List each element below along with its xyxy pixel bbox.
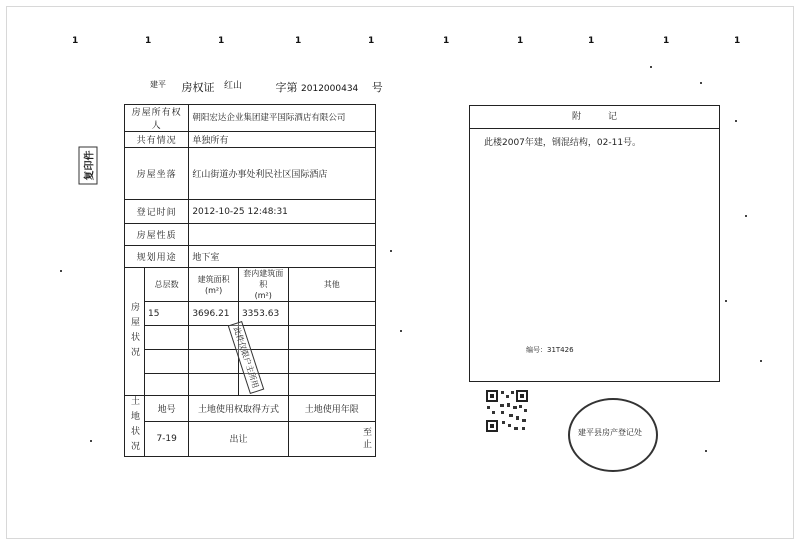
header-prefix: 建平 [150, 80, 166, 89]
reg-time-value: 2012-10-25 12:48:31 [189, 200, 376, 224]
header-number: 2012000434 [301, 84, 359, 94]
other-value [288, 302, 375, 326]
tick-mark: 1 [72, 36, 79, 46]
tick-mark: 1 [145, 36, 152, 46]
nature-label: 房屋性质 [125, 224, 189, 246]
usage-stamp: 此件仅限户主所用 [228, 321, 265, 394]
share-label: 共有情况 [125, 132, 189, 148]
owner-value: 朝阳宏达企业集团建平国际酒店有限公司 [189, 105, 376, 132]
tick-mark: 1 [663, 36, 670, 46]
tick-mark: 1 [218, 36, 225, 46]
col-other-header: 其他 [288, 268, 375, 302]
use-label: 规划用途 [125, 246, 189, 268]
property-table [124, 104, 376, 457]
scan-speck [60, 270, 62, 272]
official-seal [568, 398, 658, 472]
land-term-value: 至 止 [288, 421, 375, 456]
use-value: 地下室 [189, 246, 376, 268]
copy-stamp: 复印件 [79, 147, 98, 185]
reg-time-label: 登记时间 [125, 200, 189, 224]
land-lot-header: 地号 [145, 396, 189, 422]
tick-mark: 1 [368, 36, 375, 46]
scan-speck [760, 360, 762, 362]
scan-speck [725, 300, 727, 302]
nature-value [189, 224, 376, 246]
scan-speck [650, 66, 652, 68]
scan-speck [400, 330, 402, 332]
location-value: 红山街道办事处利民社区国际酒店 [189, 148, 376, 200]
notes-head: 附 记 [470, 106, 719, 129]
share-value: 单独所有 [189, 132, 376, 148]
notes-panel [469, 105, 720, 382]
scan-speck [90, 440, 92, 442]
land-method-header: 土地使用权取得方式 [189, 396, 288, 422]
location-label: 房屋坐落 [125, 148, 189, 200]
tick-mark: 1 [588, 36, 595, 46]
land-label: 土地状况 [125, 396, 145, 457]
owner-label: 房屋所有权人 [125, 105, 189, 132]
header-title: 房权证 [181, 81, 215, 94]
scan-speck [390, 250, 392, 252]
scan-speck [705, 450, 707, 452]
tick-mark: 1 [443, 36, 450, 46]
notes-text: 此楼2007年建，钢混结构，02-11号。 [484, 138, 642, 148]
col-floors-header: 总层数 [145, 268, 189, 302]
header-hao: 号 [371, 81, 383, 94]
col-inner-area-header: 套内建筑面积 (m²) [238, 268, 288, 302]
land-term-header: 土地使用年限 [288, 396, 375, 422]
tick-mark: 1 [295, 36, 302, 46]
header-zi: 字第 [275, 81, 298, 94]
seal-text: 建平县房产登记处 [578, 428, 642, 437]
col-area-header: 建筑面积 (m²) [189, 268, 239, 302]
land-lot-value: 7-19 [145, 421, 189, 456]
inner-area-value: 3353.63 [238, 302, 288, 326]
scan-speck [745, 215, 747, 217]
scan-speck [735, 120, 737, 122]
tick-mark: 1 [734, 36, 741, 46]
floors-value: 15 [145, 302, 189, 326]
house-status-label: 房屋状况 [125, 268, 145, 396]
certificate-header [150, 78, 383, 95]
land-method-value: 出让 [189, 421, 288, 456]
serial-number: 编号：31T426 [526, 346, 574, 354]
area-value: 3696.21 [189, 302, 239, 326]
header-district: 红山 [224, 81, 243, 91]
qr-code-icon [485, 389, 529, 433]
tick-mark: 1 [517, 36, 524, 46]
scan-speck [700, 82, 702, 84]
